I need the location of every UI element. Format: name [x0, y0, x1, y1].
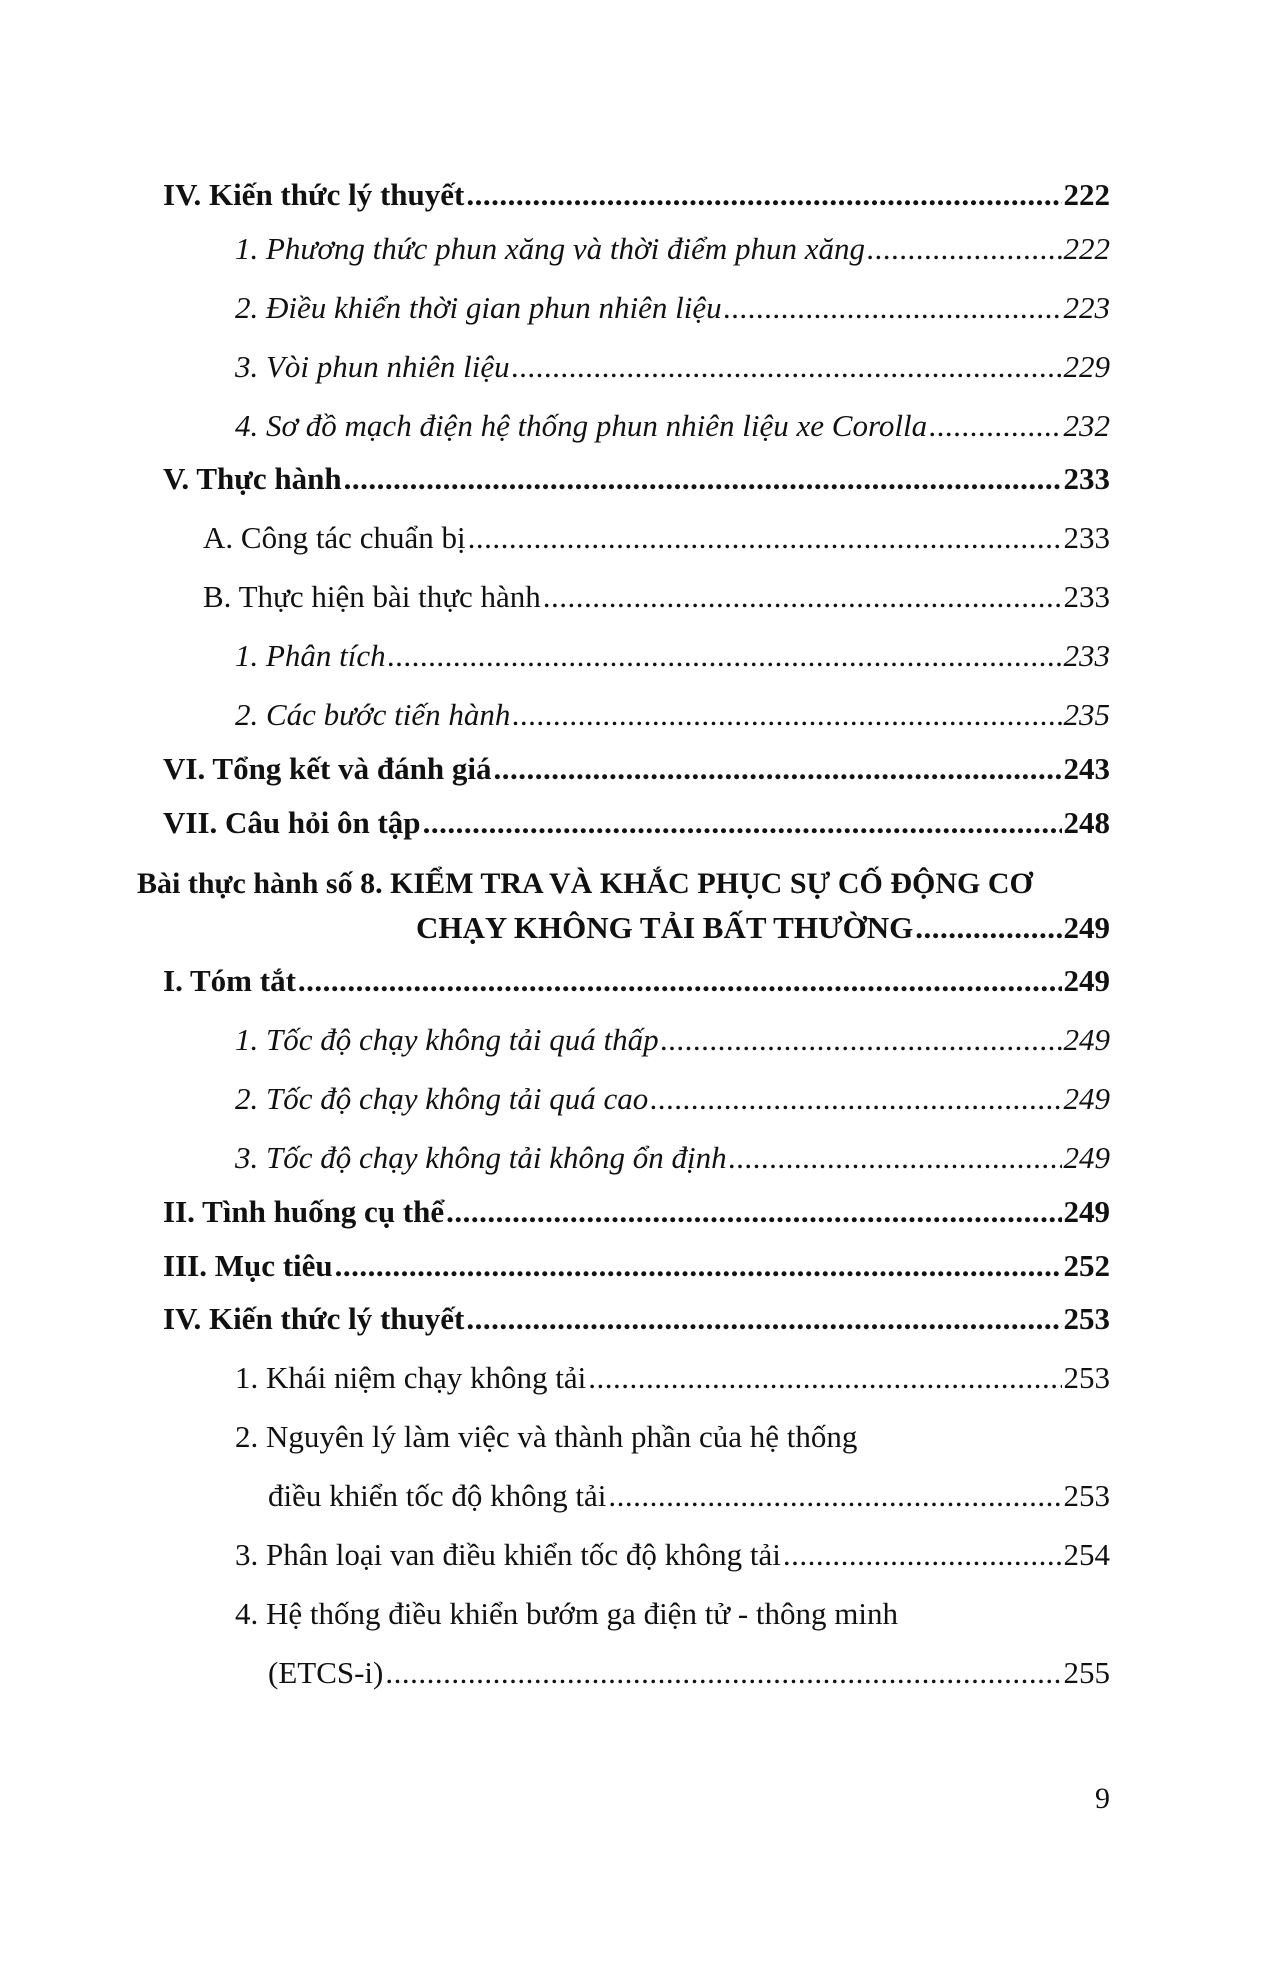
toc-entry-title: 3. Tốc độ chạy không tải không ổn định: [235, 1140, 727, 1175]
toc-entry-page: 253: [1063, 1478, 1110, 1513]
toc-entry-title: 1. Phân tích: [235, 638, 386, 673]
toc-entry-page: 252: [1063, 1248, 1110, 1283]
toc-entry[interactable]: [235, 1138, 1110, 1178]
toc-entry-title: 1. Tốc độ chạy không tải quá thấp: [235, 1022, 659, 1057]
toc-entry[interactable]: [163, 1246, 1110, 1286]
leader-dots: [298, 961, 1062, 1001]
toc-entry-page: 223: [1063, 290, 1110, 325]
toc-entry-page: 255: [1063, 1655, 1110, 1690]
leader-dots: [650, 1079, 1061, 1119]
toc-entry-title: 3. Phân loại van điều khiển tốc độ không tải: [235, 1537, 781, 1572]
toc-entry-title: VII. Câu hỏi ôn tập: [163, 805, 421, 840]
leader-dots: [512, 695, 1061, 735]
toc-entry[interactable]: [235, 636, 1110, 676]
toc-entry-page: 233: [1063, 461, 1110, 496]
chapter-heading: Bài thực hành số 8. KIỂM TRA VÀ KHẮC PHỤC SỰ CỐ ĐỘNG CƠ: [137, 867, 1033, 900]
toc-entry[interactable]: [163, 749, 1110, 789]
toc-entry-page: 249: [1063, 1140, 1110, 1175]
toc-entry[interactable]: [235, 406, 1110, 446]
toc-entry[interactable]: [235, 347, 1110, 387]
toc-entry-title: V. Thực hành: [163, 461, 342, 496]
toc-entry-title: (ETCS-i): [268, 1655, 384, 1690]
toc-entry-title: IV. Kiến thức lý thuyết: [163, 1301, 465, 1336]
leader-dots: [661, 1020, 1062, 1060]
toc-entry-page: 249: [1063, 1022, 1110, 1057]
toc-entry[interactable]: [163, 1299, 1110, 1339]
leader-dots: [493, 749, 1061, 789]
leader-dots: [385, 1653, 1061, 1693]
toc-entry-title: A. Công tác chuẩn bị: [203, 520, 466, 555]
toc-entry[interactable]: [235, 229, 1110, 269]
toc-entry-title-line1: 2. Nguyên lý làm việc và thành phần của hệ thống: [235, 1419, 858, 1454]
toc-entry-page: 253: [1063, 1360, 1110, 1395]
toc-entry-page: 229: [1063, 349, 1110, 384]
leader-dots: [608, 1476, 1061, 1516]
toc-entry[interactable]: [235, 695, 1110, 735]
toc-entry-page: 248: [1063, 805, 1110, 840]
toc-entry-page: 222: [1063, 177, 1110, 212]
toc-entry[interactable]: [235, 288, 1110, 328]
leader-dots: [867, 229, 1062, 269]
leader-dots: [388, 636, 1062, 676]
leader-dots: [423, 803, 1062, 843]
leader-dots: [543, 577, 1062, 617]
toc-entry-title: 1. Phương thức phun xăng và thời điểm phun xăng: [235, 231, 865, 266]
toc-entry[interactable]: [268, 1653, 1110, 1693]
toc-entry[interactable]: [203, 518, 1110, 558]
toc-entry-page: 233: [1063, 520, 1110, 555]
toc-entry-title: 2. Điều khiển thời gian phun nhiên liệu: [235, 290, 722, 325]
leader-dots: [446, 1192, 1061, 1232]
toc-entry-page: 254: [1063, 1537, 1110, 1572]
toc-entry-title: III. Mục tiêu: [163, 1248, 333, 1283]
toc-entry-title: 2. Các bước tiến hành: [235, 697, 511, 732]
toc-entry-page: 249: [1063, 1194, 1110, 1229]
leader-dots: [466, 175, 1061, 215]
leader-dots: [588, 1358, 1061, 1398]
leader-dots: [344, 459, 1062, 499]
toc-entry-title: điều khiển tốc độ không tải: [268, 1478, 607, 1513]
toc-entry-title: B. Thực hiện bài thực hành: [203, 579, 541, 614]
toc-entry[interactable]: [416, 908, 1110, 948]
toc-entry-title-line1: 4. Hệ thống điều khiển bướm ga điện tử - thông minh: [235, 1596, 899, 1631]
toc-entry-title: II. Tình huống cụ thể: [163, 1194, 445, 1229]
toc-entry[interactable]: [235, 1358, 1110, 1398]
toc-entry-title: VI. Tổng kết và đánh giá: [163, 751, 492, 786]
toc-entry[interactable]: [163, 175, 1110, 215]
toc-entry-page: 233: [1063, 579, 1110, 614]
toc-entry-page: 233: [1063, 638, 1110, 673]
page-number: 9: [1095, 1782, 1110, 1815]
leader-dots: [512, 347, 1062, 387]
toc-entry-page: 249: [1063, 1081, 1110, 1116]
toc-entry[interactable]: [203, 577, 1110, 617]
toc-entry[interactable]: [235, 1535, 1110, 1575]
toc-entry[interactable]: [163, 1192, 1110, 1232]
toc-entry[interactable]: [163, 803, 1110, 843]
toc-entry-page: 232: [1063, 408, 1110, 443]
leader-dots: [929, 406, 1061, 446]
leader-dots: [915, 908, 1061, 948]
toc-entry-title: 2. Tốc độ chạy không tải quá cao: [235, 1081, 649, 1116]
toc-entry-title: 3. Vòi phun nhiên liệu: [235, 349, 510, 384]
toc-entry[interactable]: [235, 1020, 1110, 1060]
leader-dots: [724, 288, 1062, 328]
leader-dots: [335, 1246, 1062, 1286]
toc-entry-title: 1. Khái niệm chạy không tải: [235, 1360, 587, 1395]
toc-entry-title: I. Tóm tắt: [163, 963, 296, 998]
toc-entry-page: 222: [1063, 231, 1110, 266]
toc-entry-page: 235: [1063, 697, 1110, 732]
leader-dots: [466, 1299, 1061, 1339]
toc-entry[interactable]: [268, 1476, 1110, 1516]
toc-entry[interactable]: [163, 961, 1110, 1001]
toc-entry-title: CHẠY KHÔNG TẢI BẤT THƯỜNG: [416, 910, 914, 945]
toc-entry-title: 4. Sơ đồ mạch điện hệ thống phun nhiên liệu xe Corolla: [235, 408, 928, 443]
toc-entry-page: 243: [1063, 751, 1110, 786]
toc-entry[interactable]: [163, 459, 1110, 499]
toc-entry-page: 249: [1063, 910, 1110, 945]
leader-dots: [729, 1138, 1062, 1178]
leader-dots: [468, 518, 1062, 558]
toc-entry-title: IV. Kiến thức lý thuyết: [163, 177, 465, 212]
toc-entry[interactable]: [235, 1079, 1110, 1119]
toc-entry-page: 249: [1063, 963, 1110, 998]
leader-dots: [783, 1535, 1062, 1575]
toc-entry-page: 253: [1063, 1301, 1110, 1336]
